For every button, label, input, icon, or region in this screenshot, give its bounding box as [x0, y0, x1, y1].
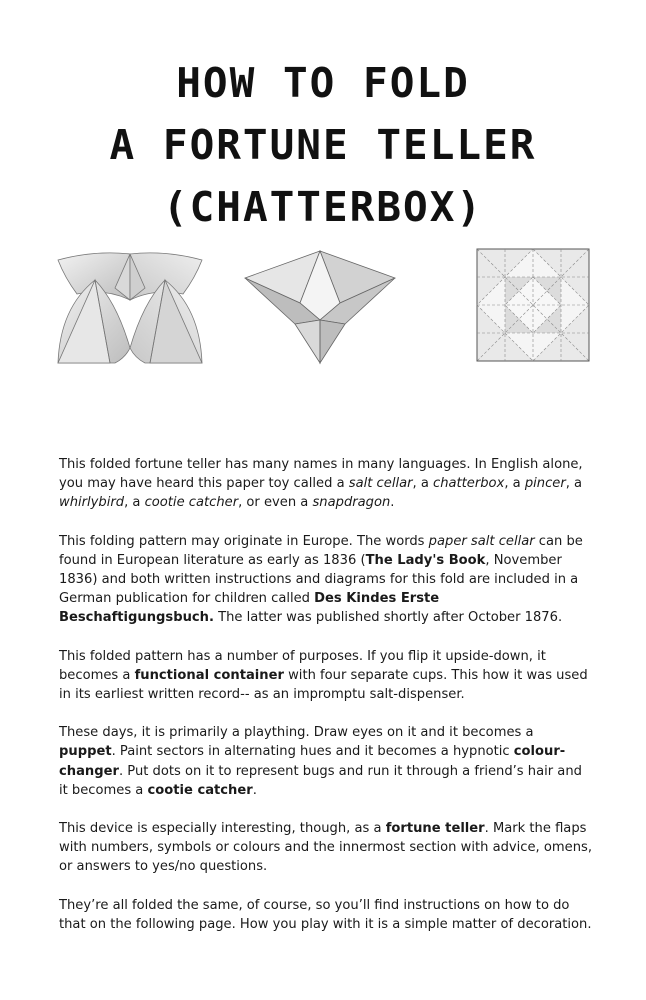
term-salt-cellar: salt cellar — [348, 476, 413, 492]
body-text — [59, 455, 593, 953]
paragraph-purposes: This folded pattern has a number of purposes. If you flip it upside-down, it becomes a functional container with four separate cups. This how it was used in its earliest written record-- as an impromptu salt-dispenser. — [59, 648, 588, 703]
title-line-2: A FORTUNE TELLER — [109, 121, 537, 169]
term-whirlybird: whirlybird — [59, 495, 125, 511]
term-cootie-catcher: cootie catcher — [144, 495, 239, 511]
title-ladys-book: The Lady's Book — [365, 552, 486, 568]
term-puppet: puppet — [59, 744, 112, 760]
term-paper-salt-cellar: paper salt cellar — [428, 533, 535, 549]
paragraph-plaything: These days, it is primarily a plaything. Draw eyes on it and it becomes a puppet. Paint sectors in alternating hues and it becomes a hypnotic colour-changer. Put dots on it to represent bugs and run it through a friend’s hair and it becomes a cootie catcher. — [59, 725, 582, 798]
term-cootie-catcher-bold: cootie catcher — [147, 782, 253, 798]
term-chatterbox: chatterbox — [433, 476, 505, 492]
illustrations-row — [0, 248, 646, 373]
paragraph-fortune-teller: This device is especially interesting, though, as a fortune teller. Mark the flaps with numbers, symbols or colours and the innermost section with advice, omens, or answers to yes/no questions. — [59, 821, 592, 875]
paragraph-origin: This folding pattern may originate in Europe. The words paper salt cellar can be found in European literature as early as 1836 (The Lady's Book, November 1836) and both written instructions and diagrams for this fold are included in a German publication for children called Des Kindes Erste Beschaftigungsbuch. The latter was published shortly after October 1876. — [59, 533, 583, 626]
term-fortune-teller: fortune teller — [385, 821, 485, 837]
fortune-teller-side-illustration — [240, 248, 400, 368]
page-title — [0, 52, 646, 238]
term-snapdragon: snapdragon — [312, 495, 391, 511]
term-pincer: pincer — [524, 476, 566, 492]
fortune-teller-open-illustration — [55, 248, 205, 368]
term-functional-container: functional container — [134, 667, 284, 683]
title-line-1: HOW TO FOLD — [176, 59, 470, 107]
paragraph-names: This folded fortune teller has many names in many languages. In English alone, you may have heard this paper toy called a salt cellar, a chatterbox, a pincer, a whirlybird, a cootie catcher, or even a snapdragon. — [59, 457, 583, 511]
title-kindes-buch: Des Kindes Erste Beschaftigungsbuch. — [59, 591, 440, 626]
term-colour-changer: colour-changer — [59, 744, 566, 779]
paragraph-closing: They’re all folded the same, of course, so you’ll find instructions on how to do that on the following page. How you play with it is a simple matter of decoration. — [59, 897, 592, 932]
crease-pattern-diagram — [476, 248, 590, 362]
title-line-3: (CHATTERBOX) — [162, 183, 484, 231]
